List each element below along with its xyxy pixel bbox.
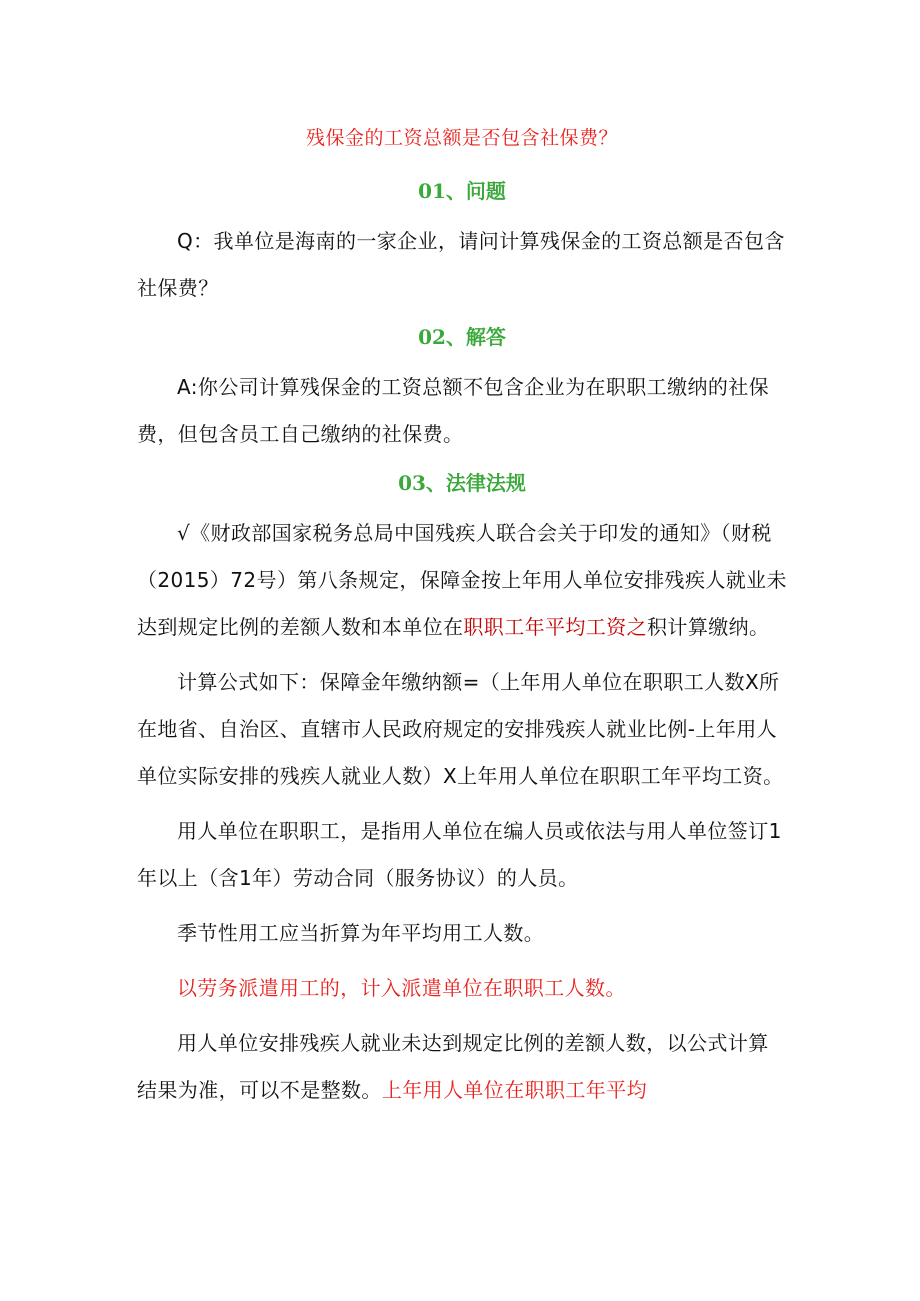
law-paragraph-2: 计算公式如下：保障金年缴纳额=（上年用人单位在职职工人数X所在地省、自治区、直辖市人民政府规定的安排残疾人就业比例-上年用人单位实际安排的残疾人就业人数）X上年用人单位在职职工年平均工资。 bbox=[137, 670, 784, 788]
section-heading-question: 01、问题 bbox=[418, 179, 506, 203]
law-paragraph-4: 季节性用工应当折算为年平均用工人数。 bbox=[177, 921, 545, 945]
document-page bbox=[137, 120, 787, 1122]
law-paragraph-3: 用人单位在职职工，是指用人单位在编人员或依法与用人单位签订1年以上（含1年）劳动合同（服务协议）的人员。 bbox=[137, 819, 782, 890]
law-paragraph-1 bbox=[137, 510, 787, 651]
question-paragraph: Q：我单位是海南的一家企业，请问计算残保金的工资总额是否包含社保费？ bbox=[137, 229, 785, 300]
section-heading-answer: 02、解答 bbox=[418, 325, 506, 349]
law-paragraph-1-end: 积计算缴纳。 bbox=[647, 615, 770, 639]
law-paragraph-6 bbox=[137, 1020, 787, 1114]
answer-paragraph: A:你公司计算残保金的工资总额不包含企业为在职职工缴纳的社保费，但包含员工自己缴纳的社保费。 bbox=[137, 375, 770, 446]
law-paragraph-6-text: 用人单位安排残疾人就业未达到规定比例的差额人数，以公式计算结果为准，可以不是整数。 bbox=[137, 1031, 769, 1102]
section-heading-law: 03、法律法规 bbox=[398, 471, 526, 495]
law-paragraph-6-highlight: 上年用人单位在职职工年平均 bbox=[381, 1078, 648, 1102]
law-paragraph-1-highlight: 职职工年平均工资之 bbox=[463, 615, 648, 639]
law-paragraph-1-text: √《财政部国家税务总局中国残疾人联合会关于印发的通知》（财税（2015）72号）第八条规定，保障金按上年用人单位安排残疾人就业未达到规定比例的差额人数和本单位在 bbox=[137, 521, 787, 639]
law-paragraph-5: 以劳务派遣用工的，计入派遣单位在职职工人数。 bbox=[177, 976, 626, 1000]
document-title: 残保金的工资总额是否包含社保费？ bbox=[305, 127, 618, 149]
